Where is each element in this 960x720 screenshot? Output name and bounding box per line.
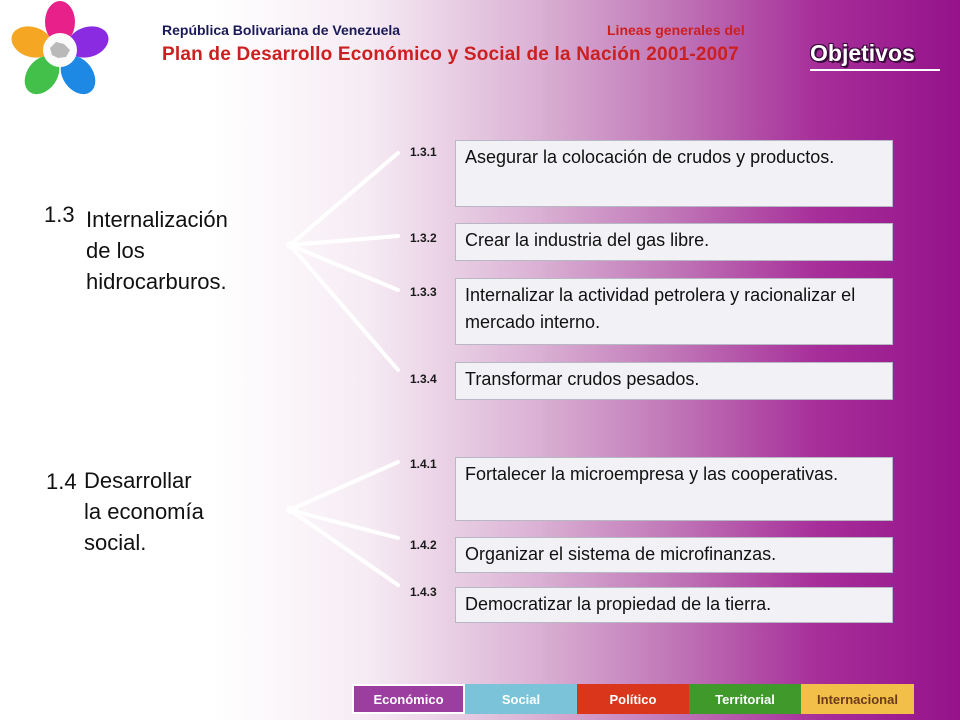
objective-text: Crear la industria del gas libre. <box>465 230 710 250</box>
nav-social-button[interactable]: Social <box>465 684 577 714</box>
objective-box <box>455 278 893 345</box>
objective-box <box>455 587 893 623</box>
objective-code: 1.3.3 <box>410 285 437 299</box>
objective-box <box>455 537 893 573</box>
group-title: Internalización de los hidrocarburos. <box>86 207 228 294</box>
objective-text: Democratizar la propiedad de la tierra. <box>465 594 772 614</box>
objective-code: 1.4.2 <box>410 538 437 552</box>
nav-politico-button[interactable]: Político <box>577 684 689 714</box>
objective-text: Asegurar la colocación de crudos y productos. <box>465 147 835 167</box>
group-title: Desarrollar la economía social. <box>84 468 204 555</box>
objective-box <box>455 457 893 521</box>
objective-code: 1.4.3 <box>410 585 437 599</box>
nav-economico-button[interactable]: Económico <box>352 684 465 714</box>
plan-title: Plan de Desarrollo Económico y Social de la Nación 2001-2007 <box>162 44 739 65</box>
objective-text: Organizar el sistema de microfinanzas. <box>465 544 777 564</box>
country-name: República Bolivariana de Venezuela <box>162 22 401 38</box>
group-number: 1.3 <box>44 202 75 227</box>
objective-code: 1.3.4 <box>410 372 437 386</box>
objective-text: Fortalecer la microempresa y las cooperativas. <box>465 464 839 484</box>
objective-text: Internalizar la actividad petrolera y racionalizar el mercado interno. <box>465 285 856 332</box>
objective-text: Transformar crudos pesados. <box>465 369 700 389</box>
objective-box <box>455 223 893 261</box>
objective-box <box>455 362 893 400</box>
objective-box <box>455 140 893 207</box>
objective-code: 1.4.1 <box>410 457 437 471</box>
section-nav <box>352 684 914 714</box>
page-title: Objetivos <box>810 40 915 66</box>
general-lines-label: Lineas generales del <box>607 22 745 38</box>
objective-code: 1.3.1 <box>410 145 437 159</box>
nav-territorial-button[interactable]: Territorial <box>689 684 801 714</box>
group-number: 1.4 <box>46 469 77 494</box>
nav-internacional-button[interactable]: Internacional <box>801 684 914 714</box>
objective-code: 1.3.2 <box>410 231 437 245</box>
